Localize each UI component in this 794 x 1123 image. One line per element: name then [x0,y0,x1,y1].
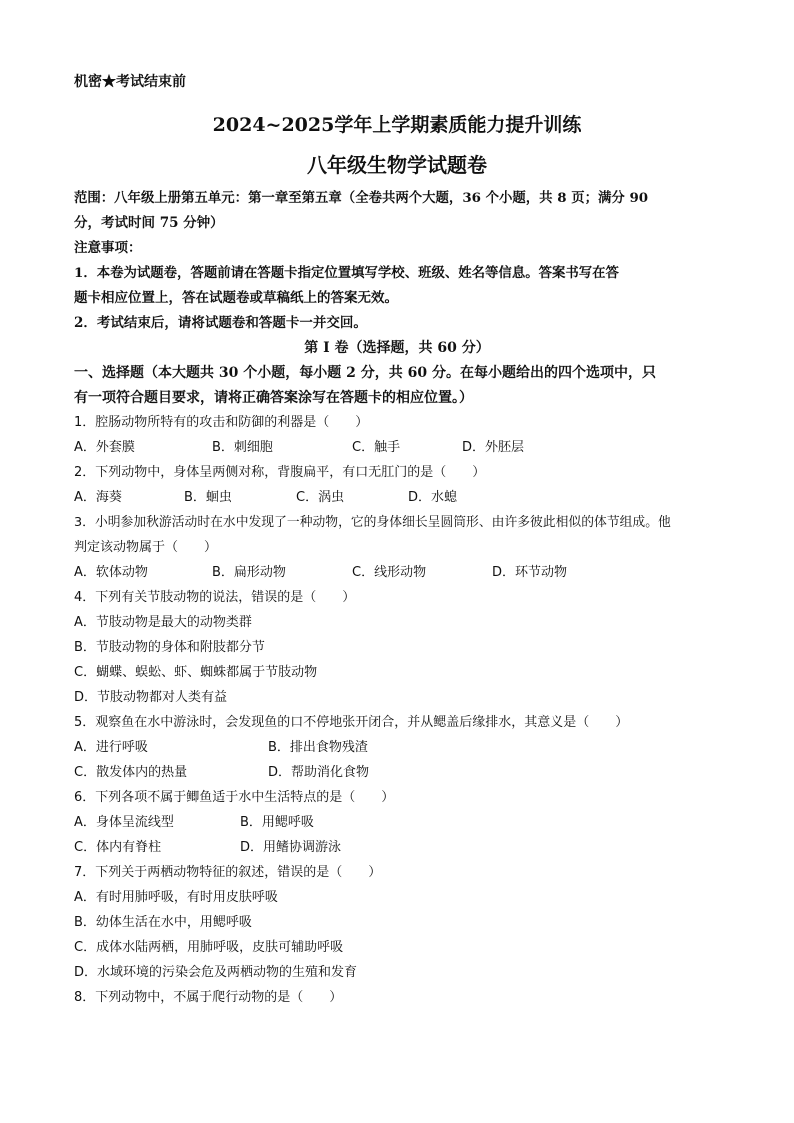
option-c: C．线形动物 [352,565,427,580]
question-1-options [74,439,724,457]
question-4-stem: 4．下列有关节肢动物的说法，错误的是（ ） [74,590,356,605]
scope-line-1: 范围：八年级上册第五单元：第一章至第五章（全卷共两个大题，36 个小题，共 8 页；满分 90 [74,190,649,206]
question-7-option-b: B．幼体生活在水中，用鳃呼吸 [74,915,252,930]
option-a: A．进行呼吸 [74,740,148,755]
question-2-options [74,489,724,507]
question-4-option-c: C．蝴蝶、蜈蚣、虾、蜘蛛都属于节肢动物 [74,665,318,680]
question-5-stem: 5．观察鱼在水中游泳时，会发现鱼的口不停地张开闭合，并从鳃盖后缘排水，其意义是（ ） [74,715,629,730]
question-6-options-row-2 [74,839,724,857]
notes-title: 注意事项： [74,240,142,256]
volume-title: 第 I 卷（选择题，共 60 分） [304,340,490,356]
question-7-option-a: A．有时用肺呼吸，有时用皮肤呼吸 [74,890,278,905]
question-6-stem: 6．下列各项不属于鲫鱼适于水中生活特点的是（ ） [74,790,395,805]
question-3-options [74,564,724,582]
question-7-stem: 7．下列关于两栖动物特征的叙述，错误的是（ ） [74,865,382,880]
question-5-options-row-2 [74,764,724,782]
confidential-label: 机密★考试结束前 [74,74,186,90]
question-5-options-row-1 [74,739,724,757]
option-d: D．环节动物 [492,565,568,580]
exam-subtitle: 八年级生物学试题卷 [307,153,487,177]
option-c: C．触手 [352,440,401,455]
option-d: D．用鳍协调游泳 [240,840,342,855]
part-one-heading-line-2: 有一项符合题目要求，请将正确答案涂写在答题卡的相应位置。） [74,390,473,406]
option-b: B．用鳃呼吸 [240,815,314,830]
scope-line-2: 分，考试时间 75 分钟） [74,215,224,231]
option-c: C．散发体内的热量 [74,765,188,780]
note-2: 2．考试结束后，请将试题卷和答题卡一并交回。 [74,315,367,331]
note-1-line-2: 题卡相应位置上，答在试题卷或草稿纸上的答案无效。 [74,290,398,306]
option-a: A．海葵 [74,490,122,505]
question-2-stem: 2．下列动物中，身体呈两侧对称，背腹扁平，有口无肛门的是（ ） [74,465,486,480]
option-a: A．外套膜 [74,440,135,455]
question-7-option-d: D．水域环境的污染会危及两栖动物的生殖和发育 [74,965,358,980]
question-4-option-a: A．节肢动物是最大的动物类群 [74,615,252,630]
question-6-options-row-1 [74,814,724,832]
note-1-line-1: 1．本卷为试题卷，答题前请在答题卡指定位置填写学校、班级、姓名等信息。答案书写在答 [74,265,619,281]
option-c: C．体内有脊柱 [74,840,162,855]
option-a: A．身体呈流线型 [74,815,174,830]
option-b: B．排出食物残渣 [268,740,368,755]
question-4-option-b: B．节肢动物的身体和附肢都分节 [74,640,265,655]
question-3-stem-line-1: 3．小明参加秋游活动时在水中发现了一种动物，它的身体细长呈圆筒形、由许多彼此相似的体节组成。他 [74,515,671,530]
option-a: A．软体动物 [74,565,148,580]
question-8-stem: 8．下列动物中，不属于爬行动物的是（ ） [74,990,343,1005]
option-d: D．外胚层 [462,440,525,455]
question-1-stem: 1．腔肠动物所特有的攻击和防御的利器是（ ） [74,415,369,430]
question-4-option-d: D．节肢动物都对人类有益 [74,690,228,705]
option-c: C．涡虫 [296,490,345,505]
part-one-heading-line-1: 一、选择题（本大题共 30 个小题，每小题 2 分，共 60 分。在每小题给出的四个选项中，只 [74,365,656,381]
option-d: D．帮助消化食物 [268,765,370,780]
option-d: D．水螅 [408,490,458,505]
option-b: B．蛔虫 [184,490,232,505]
question-3-stem-line-2: 判定该动物属于（ ） [74,540,218,555]
question-7-option-c: C．成体水陆两栖，用肺呼吸，皮肤可辅助呼吸 [74,940,344,955]
option-b: B．扁形动物 [212,565,286,580]
option-b: B．刺细胞 [212,440,273,455]
exam-title: 2024~2025学年上学期素质能力提升训练 [212,114,582,136]
